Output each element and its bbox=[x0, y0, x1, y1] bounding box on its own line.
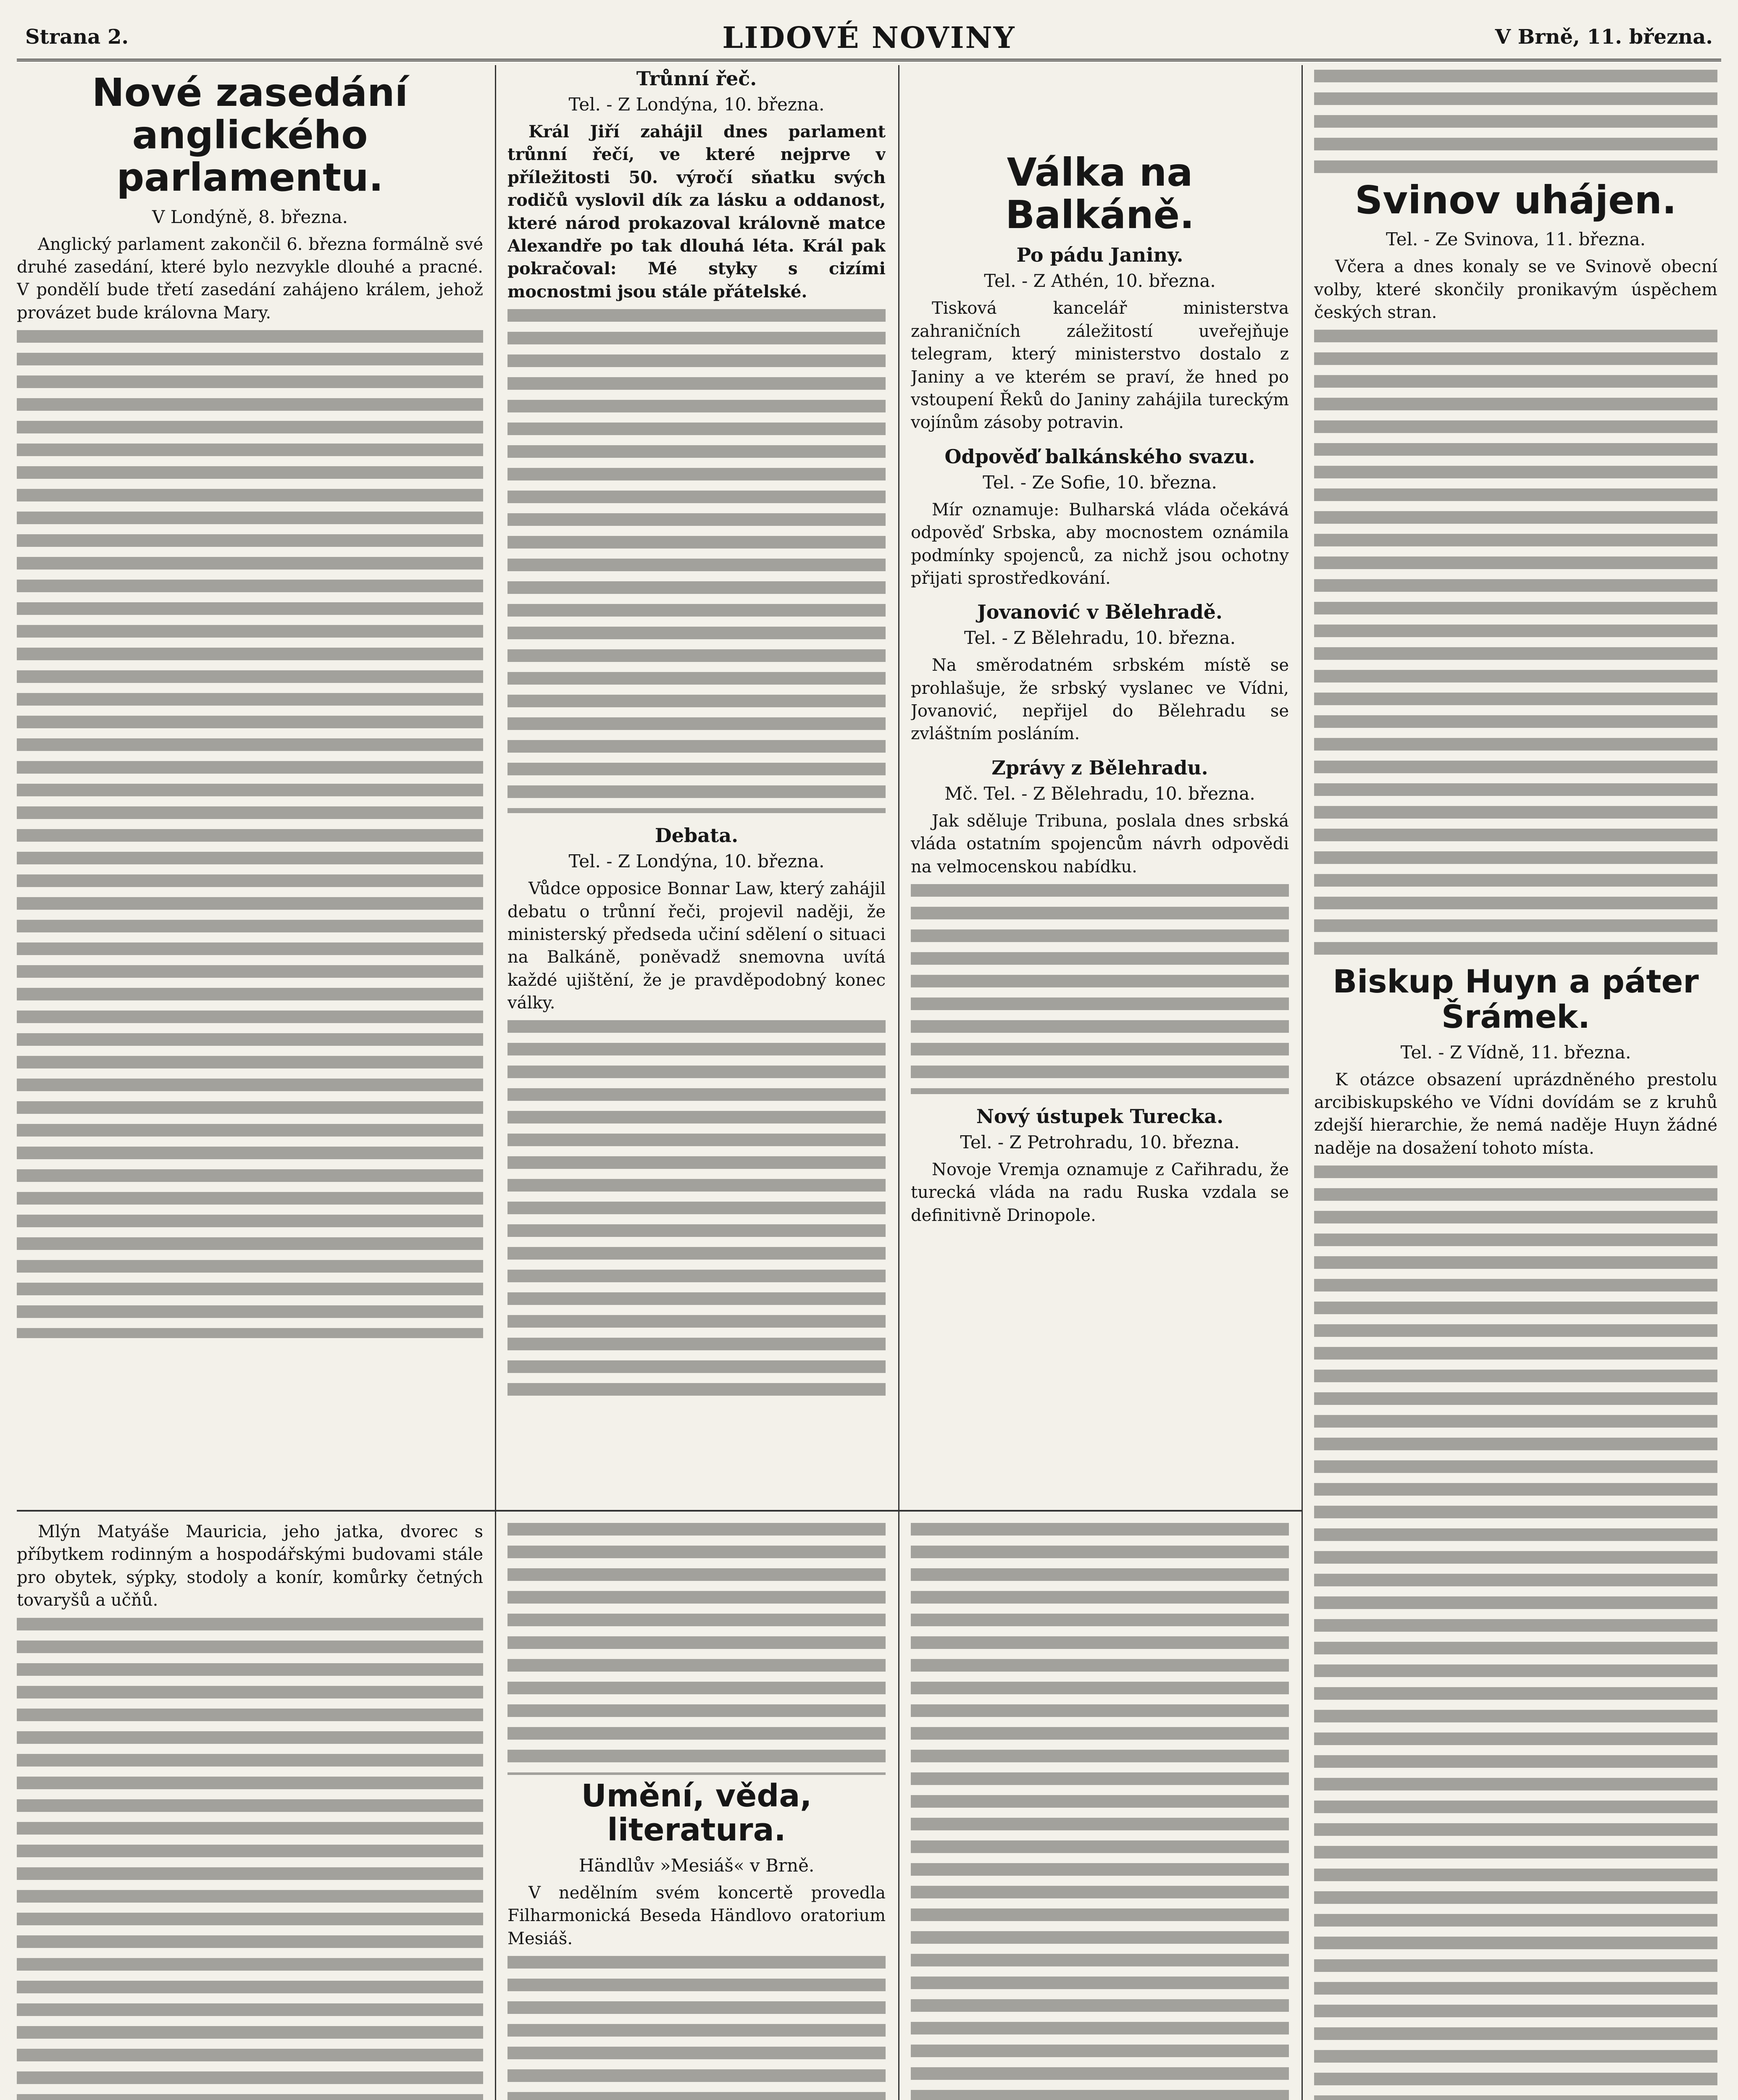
column-rule bbox=[898, 65, 899, 2100]
masthead bbox=[17, 13, 1721, 61]
issue-date: V Brně, 11. března. bbox=[1495, 25, 1713, 49]
article-body: V nedělním svém koncertě provedla Filharmonická Beseda Händlovo oratorium Mesiáš. bbox=[507, 1883, 886, 1948]
article-body-continued bbox=[17, 1618, 483, 2100]
dateline: V Londýně, 8. března. bbox=[152, 206, 348, 227]
section-rule bbox=[17, 1510, 1302, 1512]
headline: Trůnní řeč. bbox=[636, 67, 757, 90]
article-body-continued bbox=[1314, 70, 1717, 175]
subheadline: Po pádu Janiny. bbox=[1016, 244, 1183, 267]
article-balkan-war bbox=[911, 67, 1289, 1504]
article-body: Vůdce opposice Bonnar Law, který zahájil debatu o trůnní řeči, projevil naději, že ministerský předseda učiní sdělení o situaci na Balkáně, poněvadž snemovna uvítá každé ujištění, že je pravděpodobný konec války. bbox=[507, 879, 886, 1013]
headline: Nový ústupek Turecka. bbox=[976, 1105, 1224, 1128]
article-body-continued bbox=[911, 884, 1289, 1094]
newspaper-title: LIDOVÉ NOVINY bbox=[722, 20, 1016, 55]
dateline: Tel. - Z Bělehradu, 10. března. bbox=[964, 627, 1236, 648]
article-mlyn bbox=[17, 1520, 483, 2100]
dateline: Tel. - Ze Sofie, 10. března. bbox=[983, 472, 1217, 493]
article-svinov bbox=[1314, 67, 1717, 2100]
article-body: Na směrodatném srbském místě se prohlašuje, že srbský vyslanec ve Vídni, Jovanović, nepřijel do Bělehradu se zvláštním posláním. bbox=[911, 656, 1289, 744]
dateline: Tel. - Z Londýna, 10. března. bbox=[568, 851, 825, 872]
article-body-continued bbox=[507, 1020, 886, 1398]
article-body: Novoje Vremja oznamuje z Cařihradu, že turecká vláda na radu Ruska vzdala se definitivně Drinopole. bbox=[911, 1160, 1289, 1225]
article-body-continued bbox=[507, 1523, 886, 1775]
article-body-continued bbox=[1314, 1166, 1717, 2100]
dateline: Mč. Tel. - Z Bělehradu, 10. března. bbox=[944, 783, 1255, 804]
dateline: Tel. - Z Petrohradu, 10. března. bbox=[960, 1132, 1240, 1153]
headline: Jovanović v Bělehradě. bbox=[977, 601, 1223, 624]
article-body: Anglický parlament zakončil 6. března formálně své druhé zasedání, které bylo nezvykle dlouhé a pracné. V pondělí bude třetí zasedání zahájeno králem, jehož provázet bude královna Mary. bbox=[17, 234, 483, 323]
headline: Nové zasedání anglického parlamentu. bbox=[92, 70, 408, 200]
article-body: Včera a dnes konaly se ve Svinově obecní volby, které skončily pronikavým úspěchem českých stran. bbox=[1314, 257, 1717, 322]
headline: Umění, věda, literatura. bbox=[581, 1778, 812, 1848]
dateline: Tel. - Z Athén, 10. března. bbox=[984, 270, 1216, 291]
article-body: Mír oznamuje: Bulharská vláda očekává odpověď Srbska, aby mocnostem oznámila podmínky spojenců, za nichž jsou ochotny přijati sprostředkování. bbox=[911, 500, 1289, 588]
headline: Odpověď balkánského svazu. bbox=[944, 445, 1255, 468]
article-body: Král Jiří zahájil dnes parlament trůnní řečí, ve které nejprve v příležitosti 50. výročí sňatku svých rodičů vyslovil dík za lásku a oddanost, které národ prokazoval královně matce Alexandře po tak dlouhá léta. Král pak pokračoval: Mé styky s cizími mocnostmi jsou stále přátelské. bbox=[507, 122, 886, 302]
article-culture bbox=[507, 1520, 886, 2100]
article-body: Mlýn Matyáše Mauricia, jeho jatka, dvorec s příbytkem rodinným a hospodářskými budovami stále pro obytek, sýpky, stodoly a konír, komůrky četných tovaryšů a učňů. bbox=[17, 1522, 483, 1610]
page-number: Strana 2. bbox=[25, 25, 129, 49]
column-rule bbox=[1302, 65, 1303, 2100]
article-body: Tisková kancelář ministerstva zahraničních záležitostí uveřejňuje telegram, který ministerstvo dostalo z Janiny a ve kterém se praví, že hned po vstoupení Řeků do Janiny zahájila tureckým vojínům zásoby potravin. bbox=[911, 299, 1289, 433]
article-culture-continued bbox=[911, 1520, 1289, 2100]
column-rule bbox=[495, 65, 496, 2100]
dateline: Tel. - Z Vídně, 11. března. bbox=[1400, 1042, 1631, 1063]
article-body-continued bbox=[1314, 330, 1717, 960]
newspaper-page bbox=[17, 13, 1721, 2100]
headline: Válka na Balkáně. bbox=[1005, 150, 1194, 238]
subheadline: Händlův »Mesiáš« v Brně. bbox=[578, 1855, 815, 1876]
article-parliament bbox=[17, 67, 483, 1504]
article-body-continued bbox=[507, 309, 886, 813]
article-body-continued bbox=[17, 330, 483, 1338]
dateline: Tel. - Ze Svinova, 11. března. bbox=[1386, 229, 1646, 250]
article-throne-speech bbox=[507, 67, 886, 1504]
headline: Zprávy z Bělehradu. bbox=[991, 756, 1208, 779]
article-body-continued bbox=[507, 1956, 886, 2100]
dateline: Tel. - Z Londýna, 10. března. bbox=[568, 94, 825, 115]
article-body: K otázce obsazení uprázdněného prestolu arcibiskupského ve Vídni dovídám se z kruhů zdejší hierarchie, že nemá naděje Huyn žádné naděje na dosažení tohoto místa. bbox=[1314, 1070, 1717, 1158]
article-body: Jak sděluje Tribuna, poslala dnes srbská vláda ostatním spojencům návrh odpovědi na velmocenskou nabídku. bbox=[911, 811, 1289, 877]
headline: Svinov uhájen. bbox=[1355, 178, 1677, 223]
headline: Debata. bbox=[655, 824, 739, 847]
headline: Biskup Huyn a páter Šrámek. bbox=[1333, 963, 1699, 1035]
article-body-continued bbox=[911, 1523, 1289, 2100]
